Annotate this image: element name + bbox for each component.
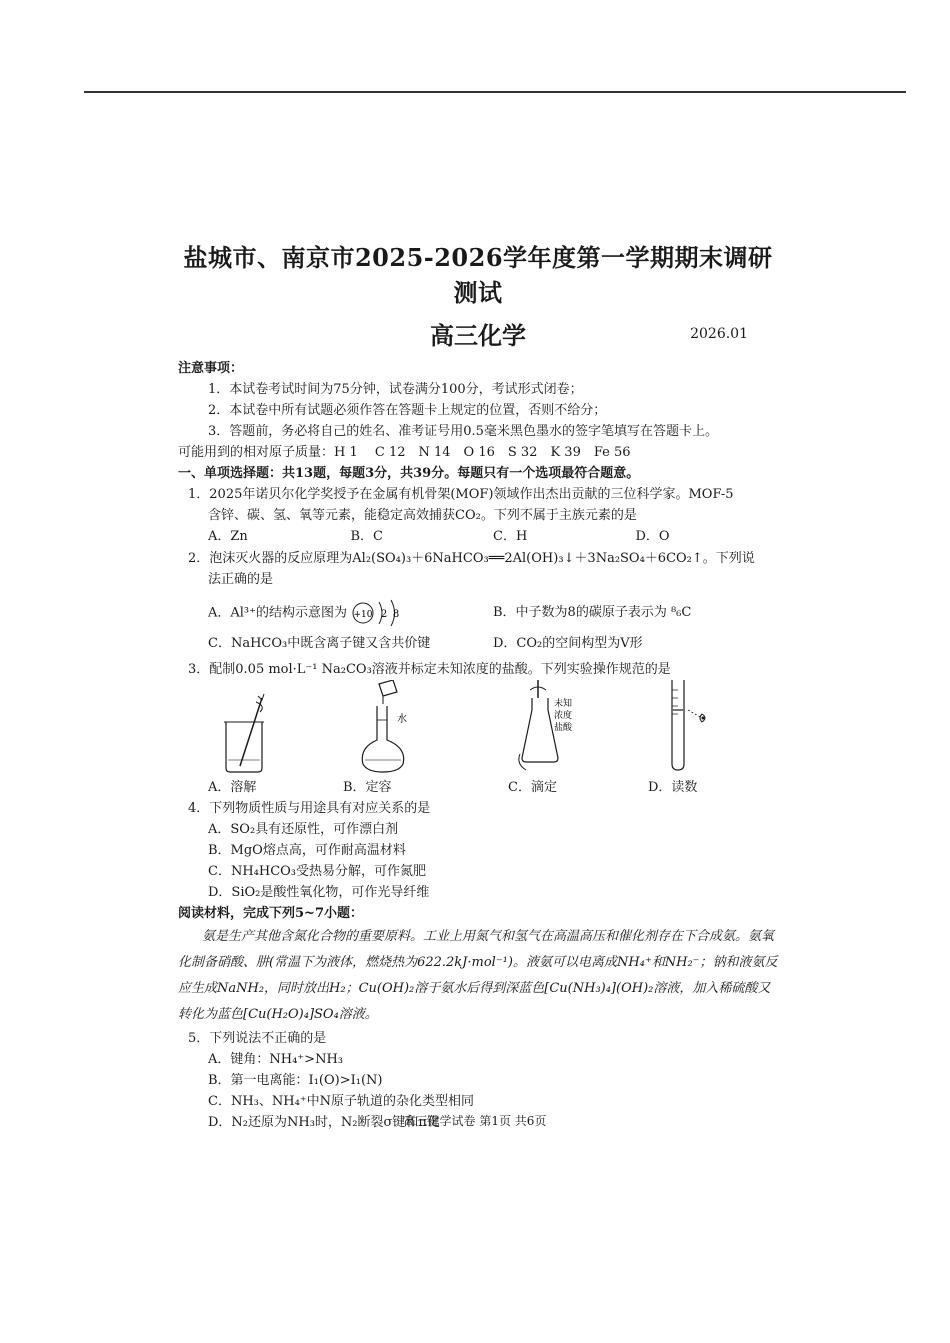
q4-option-b: B．MgO熔点高，可作耐高温材料 — [208, 842, 406, 858]
q1-option-d: D．O — [635, 529, 670, 544]
notes-heading: 注意事项： — [178, 361, 244, 376]
q3-option-a: A．溶解 — [208, 779, 257, 795]
acid-label-line2: 浓度 — [554, 710, 573, 721]
acid-label-line1: 未知 — [554, 698, 573, 709]
reading-heading: 阅读材料，完成下列5~7小题： — [178, 905, 363, 921]
beaker-icon — [218, 680, 278, 775]
q5-option-d: D．N₂还原为NH₃时，N₂断裂σ键和π键 — [208, 1114, 440, 1130]
header-rule — [84, 91, 906, 93]
conical-flask-icon — [518, 680, 588, 775]
q2-option-a-text: A．Al³⁺的结构示意图为 — [208, 605, 348, 621]
q2-option-d: D．CO₂的空间构型为V形 — [493, 635, 643, 651]
q2-text-cont: 法正确的是 — [208, 572, 274, 587]
q4-option-d: D．SiO₂是酸性氧化物，可作光导纤维 — [208, 884, 430, 900]
q1-option-a: A．Zn — [208, 529, 248, 544]
q5-option-b: B．第一电离能：I₁(O)>I₁(N) — [208, 1072, 383, 1088]
q3-option-d: D．读数 — [648, 779, 698, 795]
shell-1-electrons: 2 — [380, 609, 388, 620]
q4-option-a: A．SO₂具有还原性，可作漂白剂 — [208, 821, 399, 837]
q4-text: 4．下列物质性质与用途具有对应关系的是 — [188, 800, 431, 816]
q3-option-c: C．滴定 — [508, 779, 557, 795]
q2-options-row2 — [178, 629, 778, 659]
volumetric-flask-icon — [353, 680, 423, 775]
q2-options-row1 — [178, 598, 778, 629]
q5-option-a: A．键角：NH₄⁺>NH₃ — [208, 1051, 343, 1067]
q1-text-cont: 含锌、碳、氢、氧等元素，能稳定高效捕获CO₂。下列不属于主族元素的是 — [208, 508, 637, 523]
q1-options — [178, 526, 778, 548]
q3-option-b: B．定容 — [343, 779, 392, 795]
q3-apparatus — [178, 680, 778, 798]
note-item: 2．本试卷中所有试题必须作答在答题卡上规定的位置，否则不给分； — [208, 403, 607, 418]
q2-option-a — [208, 598, 493, 629]
q2-option-b: B．中子数为8的碳原子表示为 ⁸₆C — [493, 605, 692, 620]
nucleus-charge: +10 — [353, 610, 373, 620]
note-item: 1．本试卷考试时间为75分钟，试卷满分100分，考试形式闭卷； — [208, 382, 583, 397]
atomic-masses: 可能用到的相对原子质量：H 1 C 12 N 14 O 16 S 32 K 39 Fe 56 — [178, 445, 631, 460]
q5-option-c: C．NH₃、NH₄⁺中N原子轨道的杂化类型相同 — [208, 1093, 475, 1109]
titration-flask-figure — [508, 680, 588, 795]
water-label: 水 — [397, 713, 407, 725]
exam-date: 2026.01 — [690, 326, 748, 342]
burette-icon — [658, 680, 718, 775]
note-item: 3．答题前，务必将自己的姓名、准考证号用0.5毫米黑色墨水的签字笔填写在答题卡上。 — [208, 424, 718, 439]
exam-title: 盐城市、南京市2025-2026学年度第一学期期末调研测试 — [183, 243, 773, 307]
acid-label-line3: 盐酸 — [554, 722, 573, 733]
q1-option-c: C．H — [493, 529, 528, 544]
page-footer: 高三化学试卷 第1页 共6页 — [403, 1114, 547, 1128]
shell-2-electrons: 8 — [392, 609, 400, 620]
q2-option-c: C．NaHCO₃中既含离子键又含共价键 — [208, 635, 431, 651]
q5-text: 5．下列说法不正确的是 — [188, 1030, 327, 1046]
volumetric-flask-figure — [343, 680, 423, 795]
reading-passage: 氨是生产其他含氮化合物的重要原料。工业上用氮气和氢气在高温高压和催化剂存在下合成氨。氨氧化制备硝酸、肼(常温下为液体，燃烧热为622.2kJ·mol⁻¹)。液氨可以电离成NH₄⁺和NH₂⁻；钠和液氨反应生成NaNH₂，同时放出H₂；Cu(OH)₂溶于氨水后得到深蓝色[Cu(NH₃)₄](OH)₂溶液，加入稀硫酸又转化为蓝色[Cu(H₂O)₄]SO₄溶液。 — [178, 928, 778, 1022]
subtitle-row — [178, 308, 778, 358]
subject-title: 高三化学 — [430, 321, 526, 350]
beaker-dissolve-figure — [208, 680, 278, 795]
burette-reading-figure — [648, 680, 718, 795]
q1-text: 1．2025年诺贝尔化学奖授予在金属有机骨架(MOF)领域作出杰出贡献的三位科学家。MOF-5 — [188, 487, 734, 502]
al-ion-structure-diagram — [351, 598, 411, 628]
section-heading: 一、单项选择题：共13题，每题3分，共39分。每题只有一个选项最符合题意。 — [178, 466, 640, 481]
q3-text: 3．配制0.05 mol·L⁻¹ Na₂CO₃溶液并标定未知浓度的盐酸。下列实验操作规范的是 — [188, 661, 671, 677]
q2-text: 2．泡沫灭火器的反应原理为Al₂(SO₄)₃＋6NaHCO₃══2Al(OH)₃↓＋3Na₂SO₄＋6CO₂↑。下列说 — [188, 551, 755, 566]
q4-option-c: C．NH₄HCO₃受热易分解，可作氮肥 — [208, 863, 427, 879]
exam-page — [178, 238, 778, 1133]
q1-option-b: B．C — [350, 529, 384, 544]
